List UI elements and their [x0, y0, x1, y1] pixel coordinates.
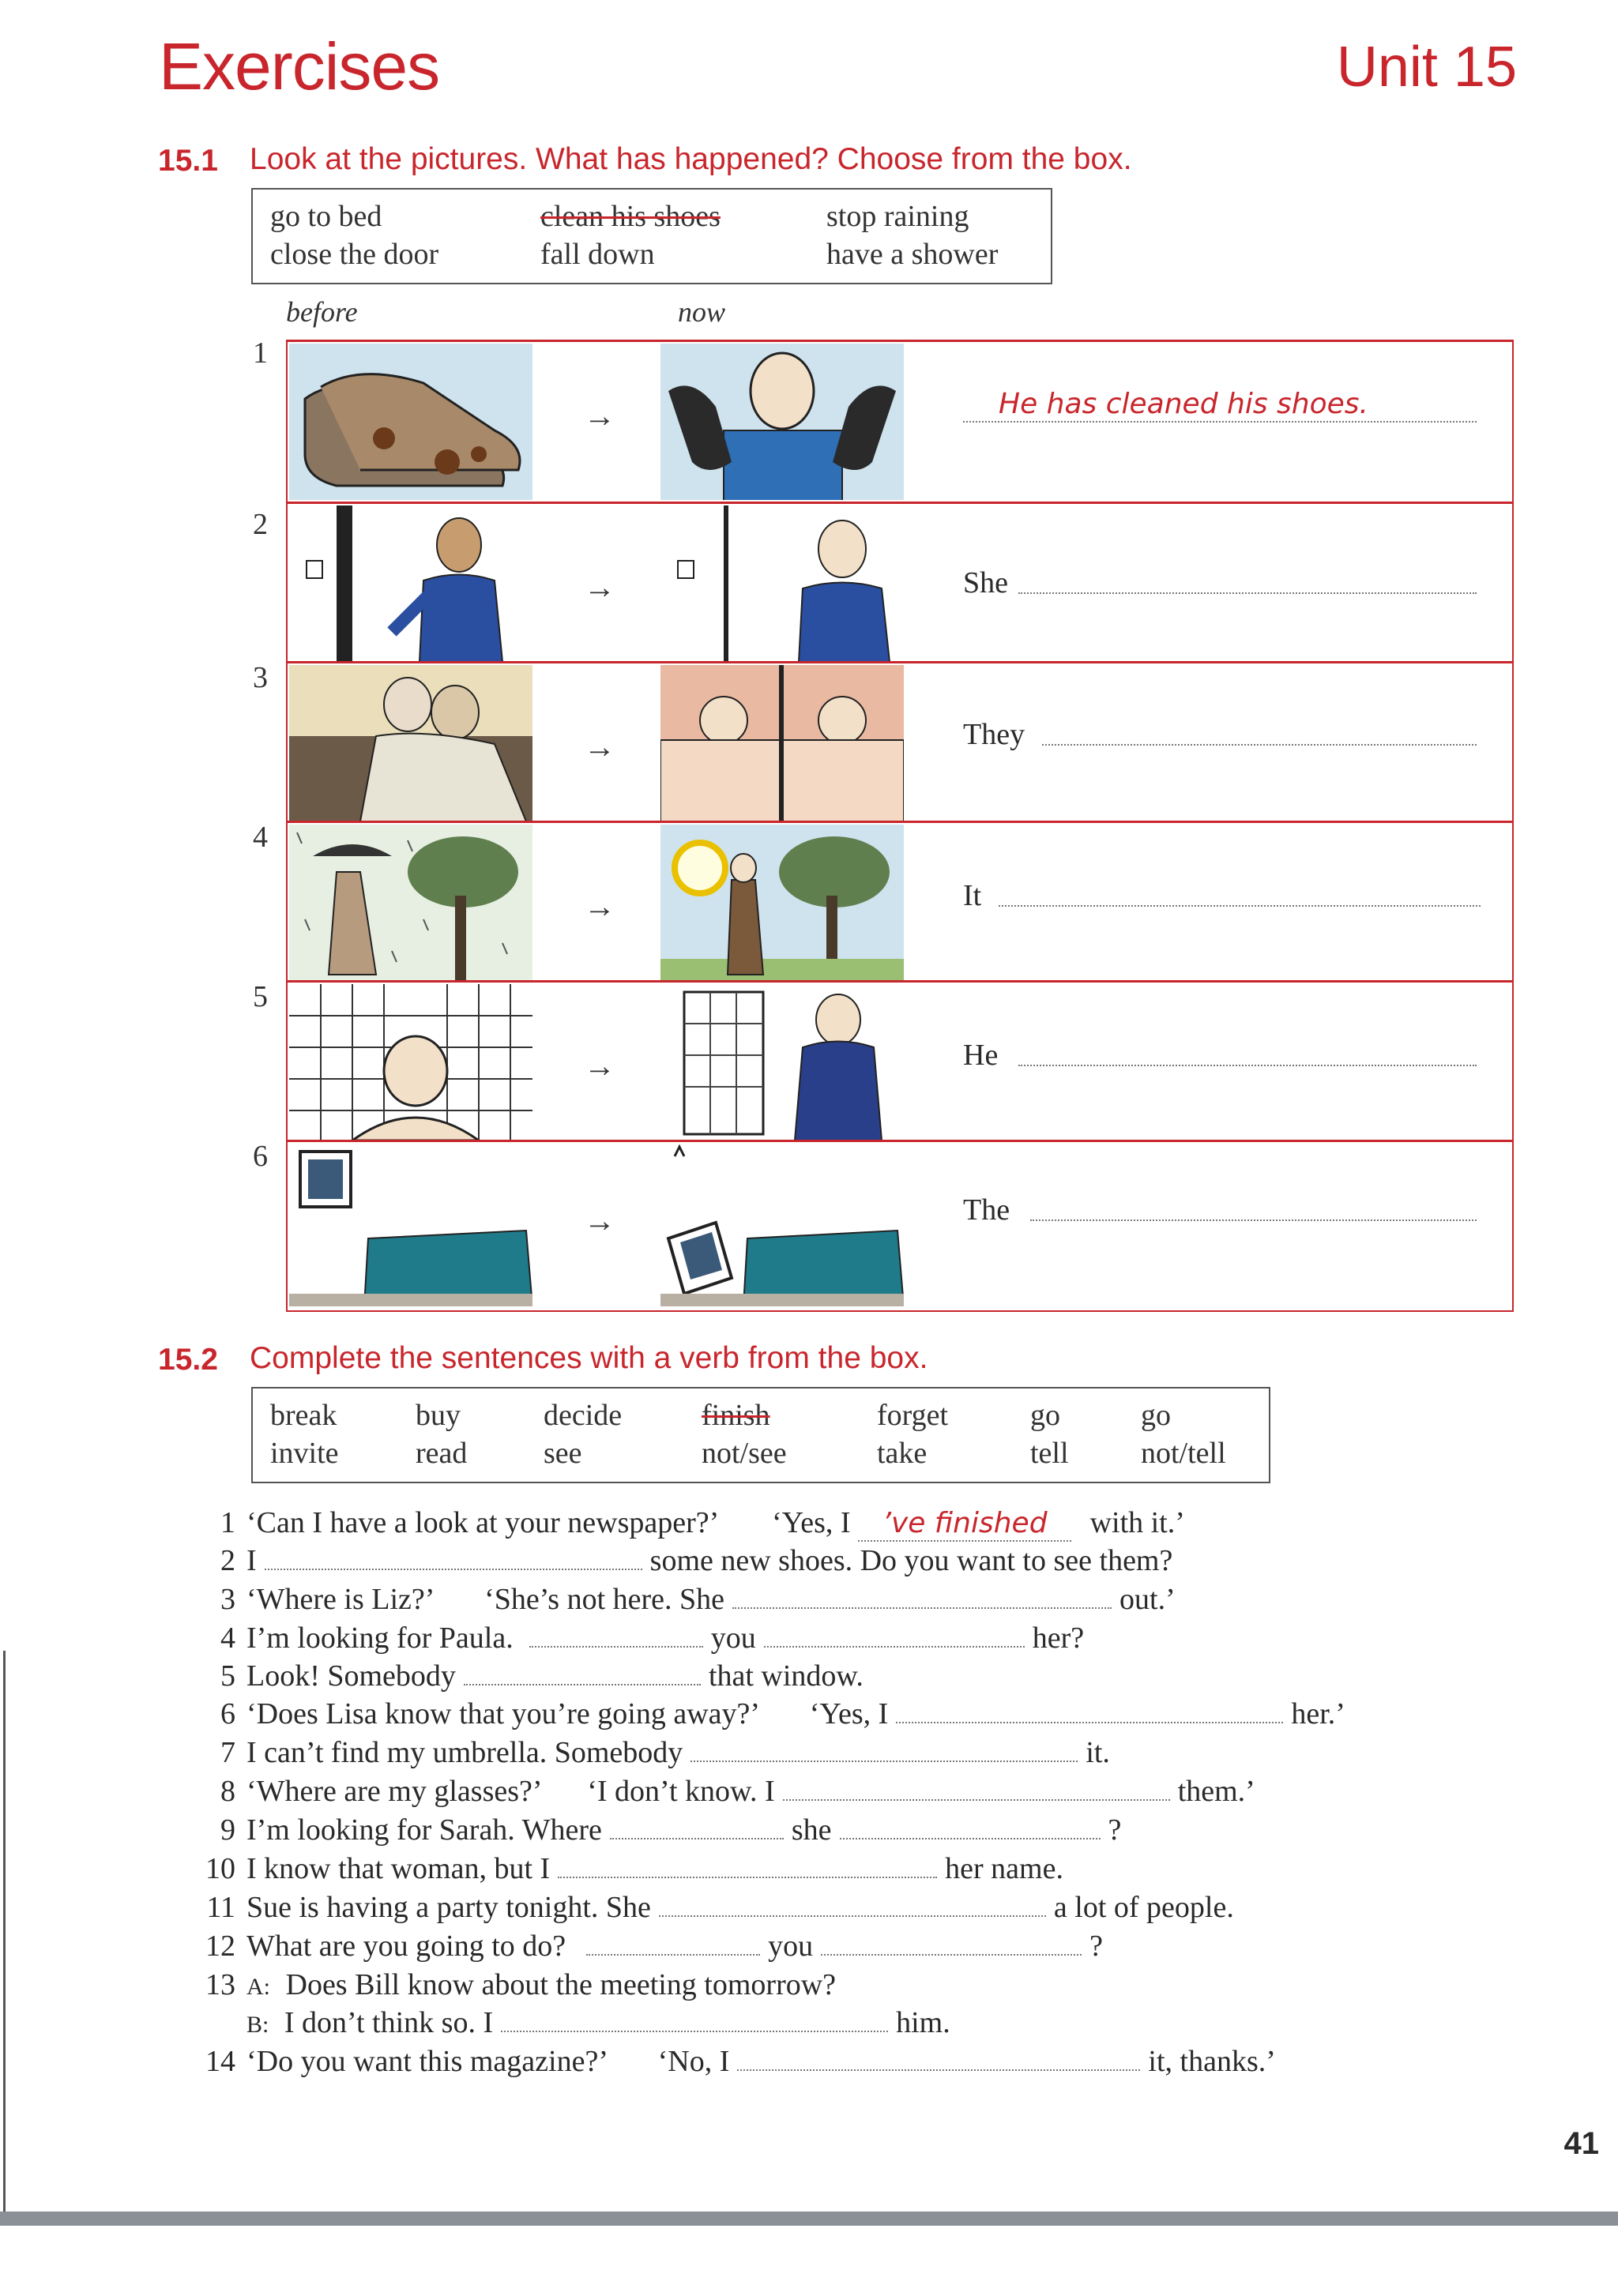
picture-table — [253, 336, 1514, 1312]
raining-picture — [289, 825, 532, 981]
dirty-shoes-picture — [289, 344, 532, 500]
exercise-number: 15.2 — [158, 1343, 218, 1377]
box-item: have a shower — [826, 238, 999, 271]
sentence-number: 4 — [220, 1621, 235, 1655]
before-label: before — [286, 296, 358, 328]
sentence-number: 3 — [220, 1583, 235, 1616]
speaker-label: B: — [246, 2012, 269, 2038]
arrow: → — [584, 729, 615, 765]
box-item-crossed: finish — [702, 1399, 770, 1432]
sentence-text: her? — [1032, 1621, 1085, 1655]
sentence-text: her name. — [945, 1852, 1063, 1885]
fallen-picture — [660, 1144, 904, 1306]
answer-line — [858, 1505, 1071, 1542]
answer-line[interactable] — [558, 1877, 937, 1878]
answer-line[interactable] — [840, 1838, 1101, 1839]
sentence-text: that window. — [708, 1659, 864, 1693]
sentence-number: 12 — [205, 1930, 235, 1963]
picture-on-wall — [289, 1144, 532, 1306]
sentence-text: ‘Can I have a look at your newspaper?’ — [246, 1506, 717, 1539]
sentence-number: 5 — [220, 1659, 235, 1693]
answer-line[interactable] — [764, 1646, 1025, 1648]
page-title: Exercises — [159, 29, 440, 103]
exercise-number: 15.1 — [158, 144, 218, 178]
sentence-text: out.’ — [1119, 1583, 1176, 1616]
picture-row — [253, 336, 1512, 502]
box-item-crossed: clean his shoes — [540, 200, 721, 233]
arrow: → — [584, 1203, 615, 1238]
answer-line[interactable] — [732, 1607, 1112, 1609]
box-item: not/see — [702, 1437, 787, 1470]
sentence — [220, 1505, 1185, 1542]
box-item: forget — [877, 1399, 949, 1432]
sentence-text: you — [710, 1621, 756, 1655]
sentence — [205, 1929, 1104, 1963]
open-door-picture — [289, 505, 532, 662]
sentence — [205, 1851, 1063, 1886]
page-bottom-edge — [0, 2211, 1618, 2226]
sentence-text: ‘Where is Liz?’ — [246, 1583, 433, 1616]
box-item: buy — [416, 1399, 461, 1432]
sentence-text: I — [246, 1544, 257, 1577]
answer-prompt: They — [963, 718, 1025, 751]
row-number: 3 — [253, 661, 268, 694]
answer-line[interactable] — [1030, 1219, 1477, 1221]
couple-on-sofa-picture — [289, 665, 532, 821]
sentence-number: 6 — [220, 1697, 235, 1730]
answer-line[interactable] — [783, 1799, 1170, 1801]
answer-line[interactable] — [737, 2069, 1140, 2071]
sentence-text: him. — [896, 2006, 950, 2039]
sentence — [220, 1697, 1345, 1731]
sentence — [220, 1735, 1110, 1770]
sentence — [205, 2044, 1276, 2079]
sentence — [220, 1659, 864, 1693]
picture-row — [253, 1140, 1512, 1310]
answer-prompt: It — [963, 879, 982, 912]
answer-prompt: The — [963, 1193, 1010, 1227]
box-item: tell — [1030, 1437, 1069, 1470]
arrow: → — [584, 889, 615, 924]
sentence-number: 9 — [220, 1813, 235, 1847]
sentence-text: ‘I don’t know. I — [587, 1775, 775, 1808]
sentence — [220, 1543, 1173, 1578]
page-number: 41 — [1563, 2126, 1599, 2161]
sentence-text: a lot of people. — [1053, 1891, 1234, 1924]
box-item: read — [416, 1437, 468, 1470]
word-box — [251, 188, 1052, 284]
sunny-picture — [660, 825, 904, 981]
sentence — [220, 1582, 1176, 1617]
row-number: 5 — [253, 980, 268, 1013]
row-number: 1 — [253, 336, 268, 370]
answer-line[interactable] — [821, 1954, 1082, 1956]
answer-line[interactable] — [1018, 592, 1477, 594]
sentence-text: them.’ — [1177, 1775, 1255, 1808]
sentence-text: ‘Yes, I — [809, 1697, 889, 1730]
picture-row — [253, 980, 1512, 1142]
sentence-text: ‘Does Lisa know that you’re going away?’ — [246, 1697, 758, 1730]
answer-line[interactable] — [690, 1761, 1078, 1762]
bathrobe-picture — [660, 984, 904, 1140]
sentence-text: I’m looking for Paula. — [246, 1621, 514, 1655]
arrow: → — [584, 1048, 615, 1084]
box-item: decide — [544, 1399, 623, 1432]
sentence-number: 8 — [220, 1775, 235, 1808]
answer-line[interactable] — [659, 1915, 1046, 1917]
box-item: see — [544, 1437, 582, 1470]
sentence-text: Does Bill know about the meeting tomorrow? — [285, 1968, 837, 2001]
sentence-text: it, thanks.’ — [1148, 2045, 1276, 2078]
answer-line[interactable] — [586, 1954, 760, 1956]
sentence — [220, 1621, 1085, 1655]
answer-line[interactable] — [464, 1684, 701, 1685]
picture-row — [253, 821, 1512, 983]
sentence-number: 13 — [205, 1968, 235, 2001]
answer-line[interactable] — [1018, 1065, 1477, 1066]
sentence-text: it. — [1086, 1736, 1110, 1769]
sentence — [220, 1774, 1255, 1809]
sentence-text: ‘She’s not here. She — [484, 1583, 725, 1616]
box-item: not/tell — [1141, 1437, 1226, 1470]
answer-prompt: She — [963, 566, 1008, 599]
speaker-label: A: — [246, 1974, 270, 2000]
couple-in-bed-picture — [660, 665, 904, 821]
answer-line[interactable] — [896, 1722, 1283, 1723]
unit-label: Unit 15 — [1336, 36, 1517, 99]
box-item: close the door — [270, 238, 439, 271]
box-item: stop raining — [826, 200, 969, 233]
answer-line[interactable] — [999, 905, 1481, 907]
sentence-text: you — [768, 1930, 814, 1963]
box-item: take — [877, 1437, 928, 1470]
sentence — [206, 1890, 1234, 1925]
sentence-text: Sue is having a party tonight. She — [246, 1891, 651, 1924]
sentence-text: she — [791, 1813, 832, 1847]
sentence-text: ‘Where are my glasses?’ — [246, 1775, 540, 1808]
sentence — [205, 1967, 837, 2002]
shower-picture — [289, 984, 532, 1140]
sentence-text: her.’ — [1291, 1697, 1345, 1730]
sentence-text: ‘Yes, I — [771, 1506, 851, 1539]
answer-line[interactable] — [529, 1646, 703, 1648]
row-number: 4 — [253, 821, 268, 854]
answer-line[interactable] — [1042, 744, 1477, 746]
sample-answer: He has cleaned his shoes. — [999, 388, 1368, 420]
sentence — [235, 2005, 950, 2040]
box-item: invite — [270, 1437, 339, 1470]
box-item: go — [1141, 1399, 1171, 1432]
sentence-text: I don’t think so. I — [284, 2006, 494, 2039]
margin-rule — [3, 1651, 6, 2211]
sentence-text: ? — [1089, 1930, 1104, 1963]
sentence-number: 14 — [205, 2045, 235, 2078]
sentence-number: 10 — [205, 1852, 235, 1885]
sample-answer: ’ve finished — [882, 1507, 1048, 1539]
sentence-text: some new shoes. Do you want to see them? — [649, 1544, 1173, 1577]
picture-row — [253, 502, 1512, 663]
arrow: → — [584, 398, 615, 434]
arrow: → — [584, 569, 615, 605]
verb-box — [251, 1387, 1270, 1483]
sentence-text: ? — [1108, 1813, 1122, 1847]
answer-prompt: He — [963, 1039, 999, 1072]
box-item: break — [270, 1399, 337, 1432]
sentence-text: ‘No, I — [657, 2045, 730, 2078]
sentence-text: What are you going to do? — [246, 1930, 566, 1963]
answer-line[interactable] — [501, 2031, 888, 2032]
row-number: 6 — [253, 1140, 268, 1173]
picture-row — [253, 661, 1512, 823]
sentence — [220, 1813, 1122, 1847]
now-label: now — [678, 296, 726, 328]
box-item: go — [1030, 1399, 1060, 1432]
sentence-text: I’m looking for Sarah. Where — [246, 1813, 602, 1847]
row-number: 2 — [253, 508, 268, 541]
answer-line[interactable] — [610, 1838, 784, 1839]
sentence-text: I know that woman, but I — [246, 1852, 551, 1885]
sentence-text: with it.’ — [1089, 1506, 1185, 1539]
box-item: fall down — [540, 238, 655, 271]
sentence-number: 2 — [220, 1544, 235, 1577]
closed-door-picture — [660, 505, 904, 662]
exercise-instruction: Look at the pictures. What has happened? Choose from the box. — [250, 142, 1132, 176]
box-item: go to bed — [270, 200, 382, 233]
exercise-instruction: Complete the sentences with a verb from the box. — [250, 1341, 928, 1375]
answer-line[interactable] — [265, 1569, 642, 1570]
sentence-number: 7 — [220, 1736, 235, 1769]
clean-shoes-picture — [660, 344, 904, 500]
sentence-number: 1 — [220, 1506, 235, 1539]
sentence-text: Look! Somebody — [246, 1659, 456, 1693]
sentence-text: ‘Do you want this magazine?’ — [246, 2045, 607, 2078]
sentence-number: 11 — [206, 1891, 235, 1924]
sentence-text: I can’t find my umbrella. Somebody — [246, 1736, 683, 1769]
answer-line — [963, 421, 1477, 423]
